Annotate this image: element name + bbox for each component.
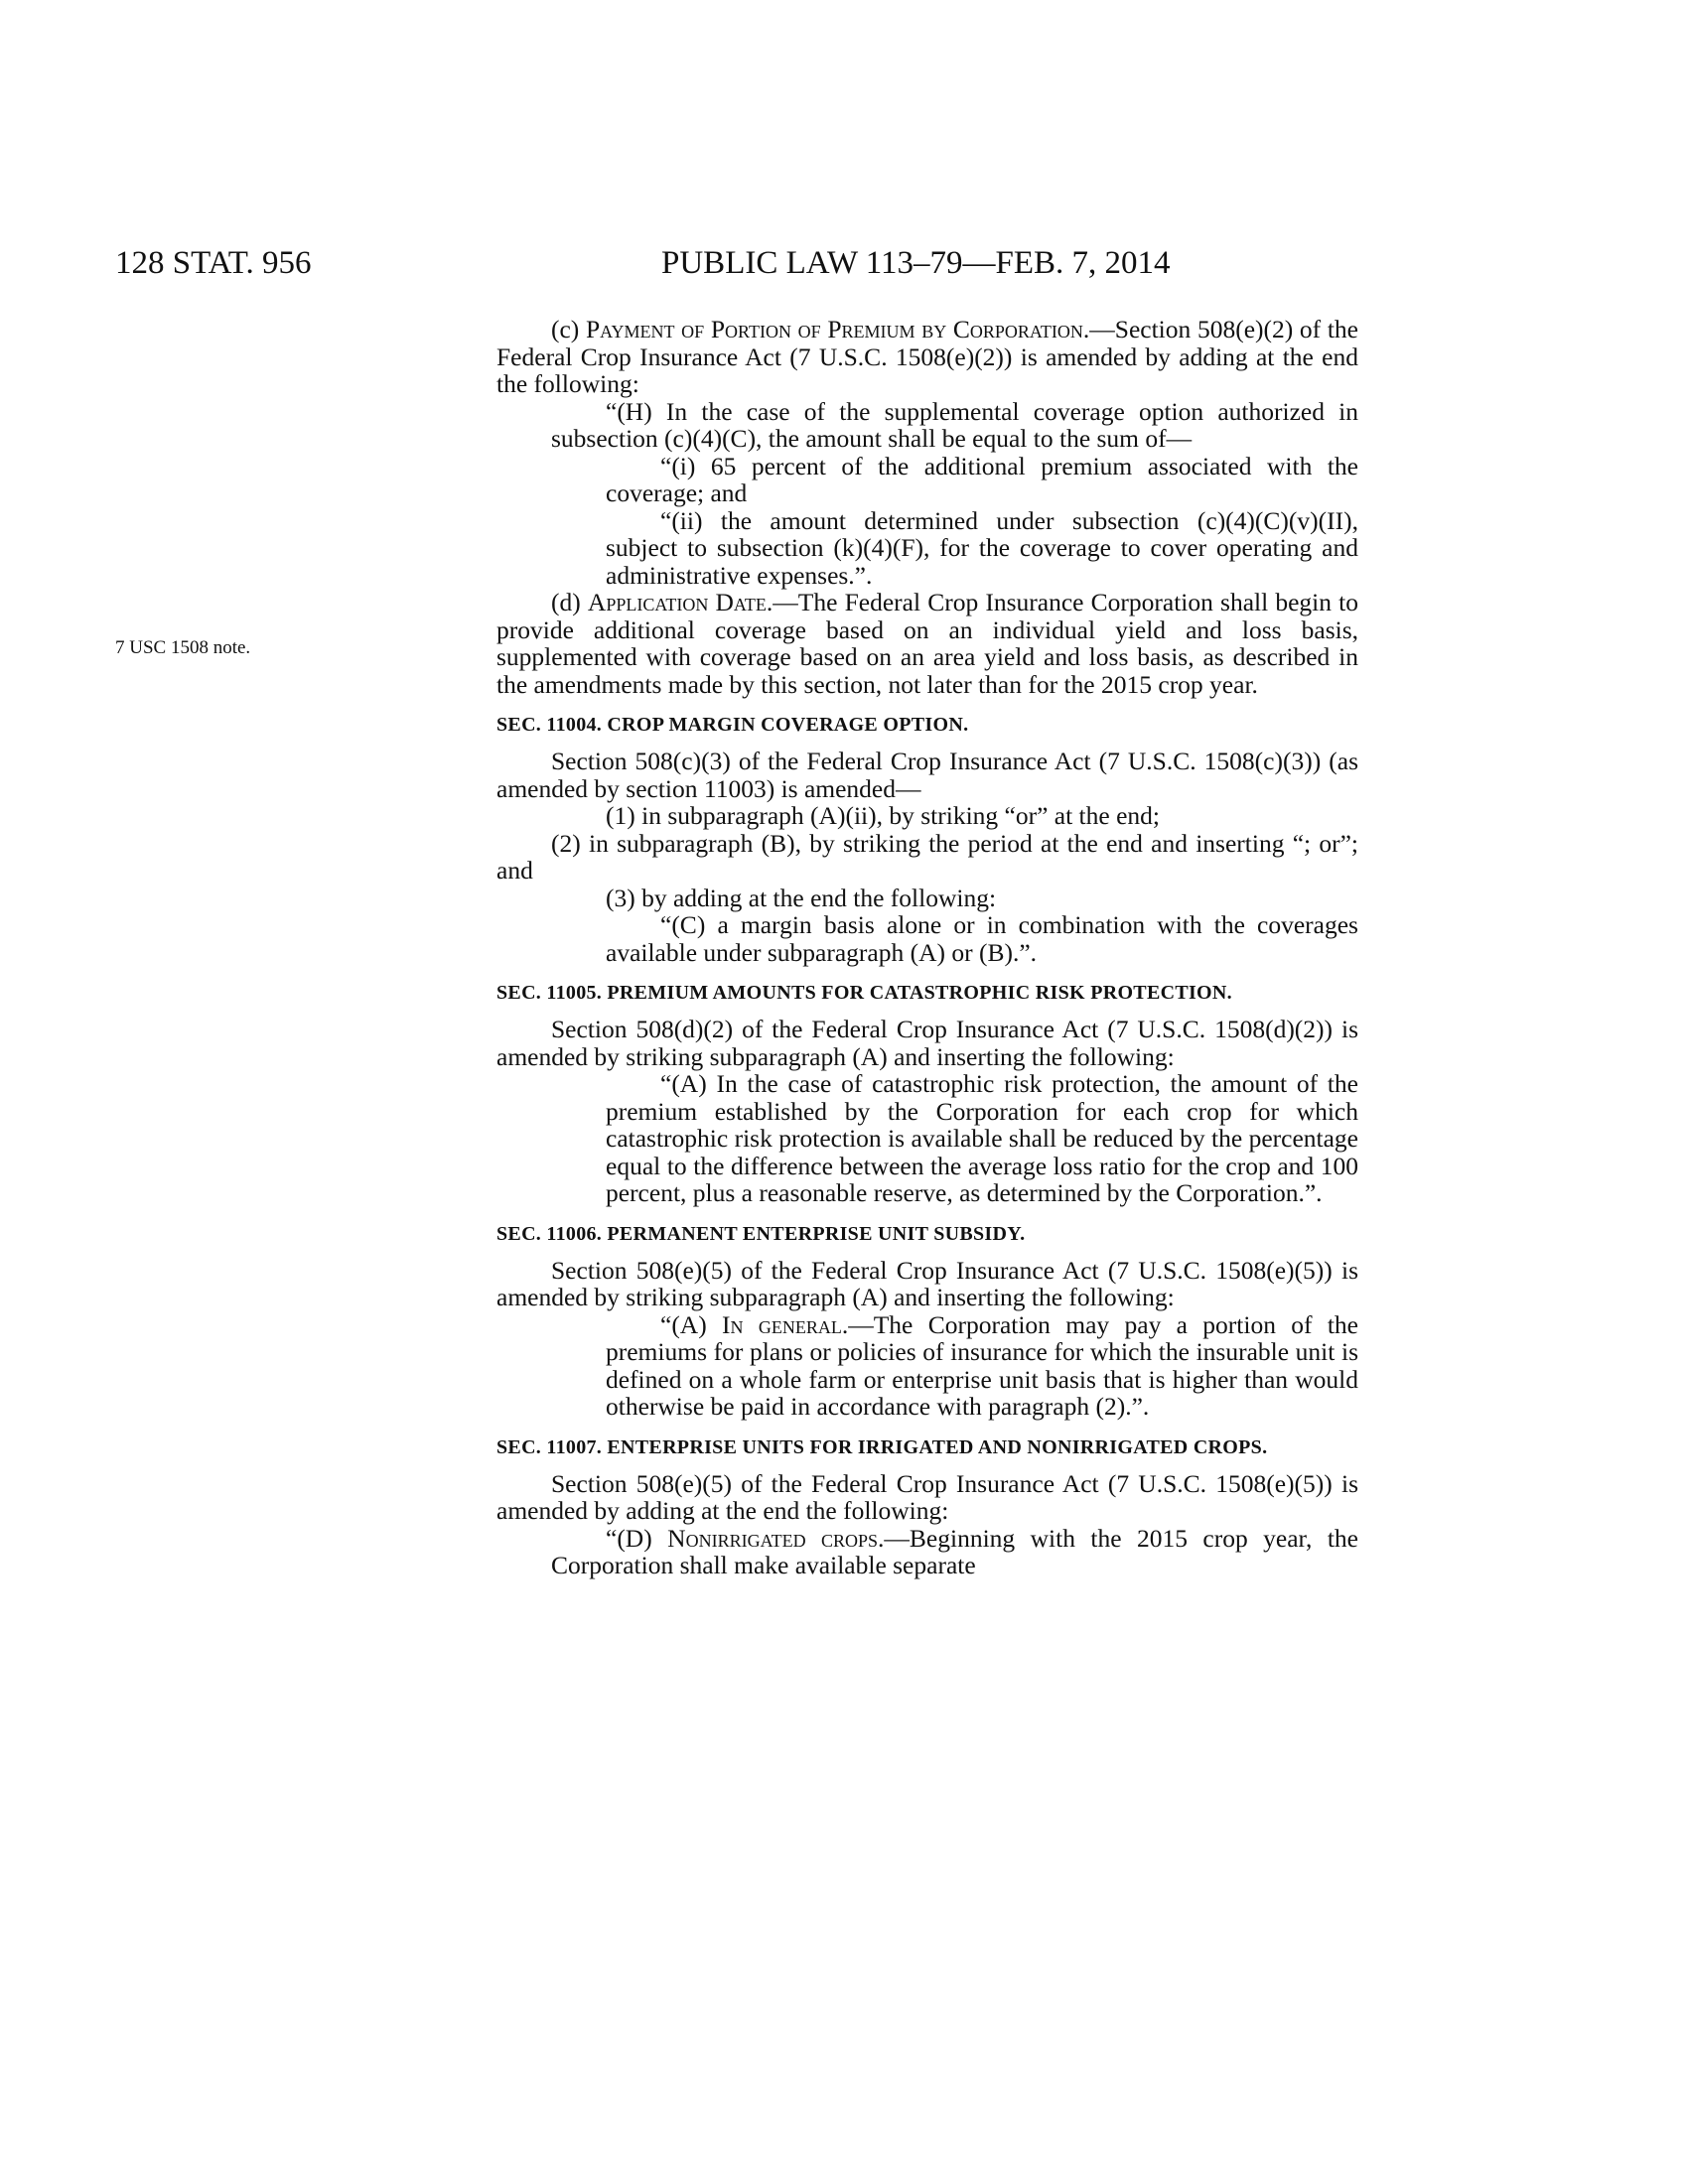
section-11005-intro: Section 508(d)(2) of the Federal Crop Insurance Act (7 U.S.C. 1508(d)(2)) is amended by striking subparagraph (A) and inserting the following: [496,1015,1358,1071]
stat-page-number: 128 STAT. 956 [115,245,312,281]
subsection-d: (d) Application Date.—The Federal Crop Insurance Corporation shall begin to provide additional coverage based on an individual yield and loss basis, supplemented with coverage based on an area yield and loss basis, as described in the amendments made by this section, not later than for the 2015 crop year. [496,588,1358,699]
section-11004-subparagraph-c: “(C) a margin basis alone or in combination with the coverages available under subparagraph (A) or (B).”. [606,910,1358,967]
clause-i: “(i) 65 percent of the additional premium associated with the coverage; and [606,451,1358,507]
subsection-c: (c) Payment of Portion of Premium by Corporation.—Section 508(e)(2) of the Federal Crop Insurance Act (7 U.S.C. 1508(e)(2)) is amended by adding at the end the following: [496,315,1358,398]
subparagraph-h: “(H) In the case of the supplemental coverage option authorized in subsection (c)(4)(C), the amount shall be equal to the sum of— [551,396,1358,453]
section-11007-d-heading: Nonirrigated crops [667,1523,879,1553]
section-11007-intro: Section 508(e)(5) of the Federal Crop Insurance Act (7 U.S.C. 1508(e)(5)) is amended by adding at the end the following: [496,1468,1358,1525]
running-header-title: PUBLIC LAW 113–79—FEB. 7, 2014 [661,245,1171,281]
section-11004-item-2: (2) in subparagraph (B), by striking the period at the end and inserting “; or”; and [496,828,1358,885]
subsection-c-heading: Payment of Portion of Premium by Corporation [585,315,1083,343]
section-11007-d-text: Beginning with the 2015 crop year, the Corporation shall make available separate [551,1523,1358,1579]
subsection-d-text: The Federal Crop Insurance Corporation shall begin to provide additional coverage based on an individual yield and loss basis, supplemented with coverage based on an area yield and loss basis, as described in the amendments made by this section, not later than for the 2015 crop year. [496,588,1358,699]
subsection-c-text: Section 508(e)(2) of the Federal Crop Insurance Act (7 U.S.C. 1508(e)(2)) is amended by adding at the end the following: [496,315,1358,398]
section-11006-a-heading: In general [722,1309,842,1339]
section-11004-item-3: (3) by adding at the end the following: [606,883,997,912]
section-11006-intro: Section 508(e)(5) of the Federal Crop Insurance Act (7 U.S.C. 1508(e)(5)) is amended by striking subparagraph (A) and inserting the following: [496,1255,1358,1311]
section-11007-subparagraph-d: “(D) Nonirrigated crops.—Beginning with the 2015 crop year, the Corporation shall make available separate [551,1523,1358,1579]
section-11007-title: SEC. 11007. ENTERPRISE UNITS FOR IRRIGATED AND NONIRRIGATED CROPS. [496,1435,1268,1458]
margin-note: 7 USC 1508 note. [115,637,251,658]
section-11004-title: SEC. 11004. CROP MARGIN COVERAGE OPTION. [496,714,969,736]
section-11004-item-1: (1) in subparagraph (A)(ii), by striking “or” at the end; [606,801,1160,830]
clause-ii: “(ii) the amount determined under subsection (c)(4)(C)(v)(II), subject to subsection (k)(4)(F), for the coverage to cover operating and administrative expenses.”. [606,505,1358,590]
section-11006-title: SEC. 11006. PERMANENT ENTERPRISE UNIT SUBSIDY. [496,1222,1026,1245]
section-11005-title: SEC. 11005. PREMIUM AMOUNTS FOR CATASTROPHIC RISK PROTECTION. [496,982,1232,1004]
section-11006-a-text: The Corporation may pay a portion of the premiums for plans or policies of insurance for which the insurable unit is defined on a whole farm or enterprise unit basis that is higher than would otherwise be paid in accordance with paragraph (2).”. [606,1309,1358,1421]
section-11006-subparagraph-a: “(A) In general.—The Corporation may pay a portion of the premiums for plans or policies of insurance for which the insurable unit is defined on a whole farm or enterprise unit basis that is higher than would otherwise be paid in accordance with paragraph (2).”. [606,1309,1358,1421]
section-11005-subparagraph-a: “(A) In the case of catastrophic risk protection, the amount of the premium established by the Corporation for each crop for which catastrophic risk protection is available shall be reduced by the percentage equal to the difference between the average loss ratio for the crop and 100 percent, plus a reasonable reserve, as determined by the Corporation.”. [606,1069,1358,1207]
document-body [496,316,1358,1579]
subsection-d-heading: Application Date [587,588,767,616]
section-11004-intro: Section 508(c)(3) of the Federal Crop Insurance Act (7 U.S.C. 1508(c)(3)) (as amended by section 11003) is amended— [496,747,1358,803]
